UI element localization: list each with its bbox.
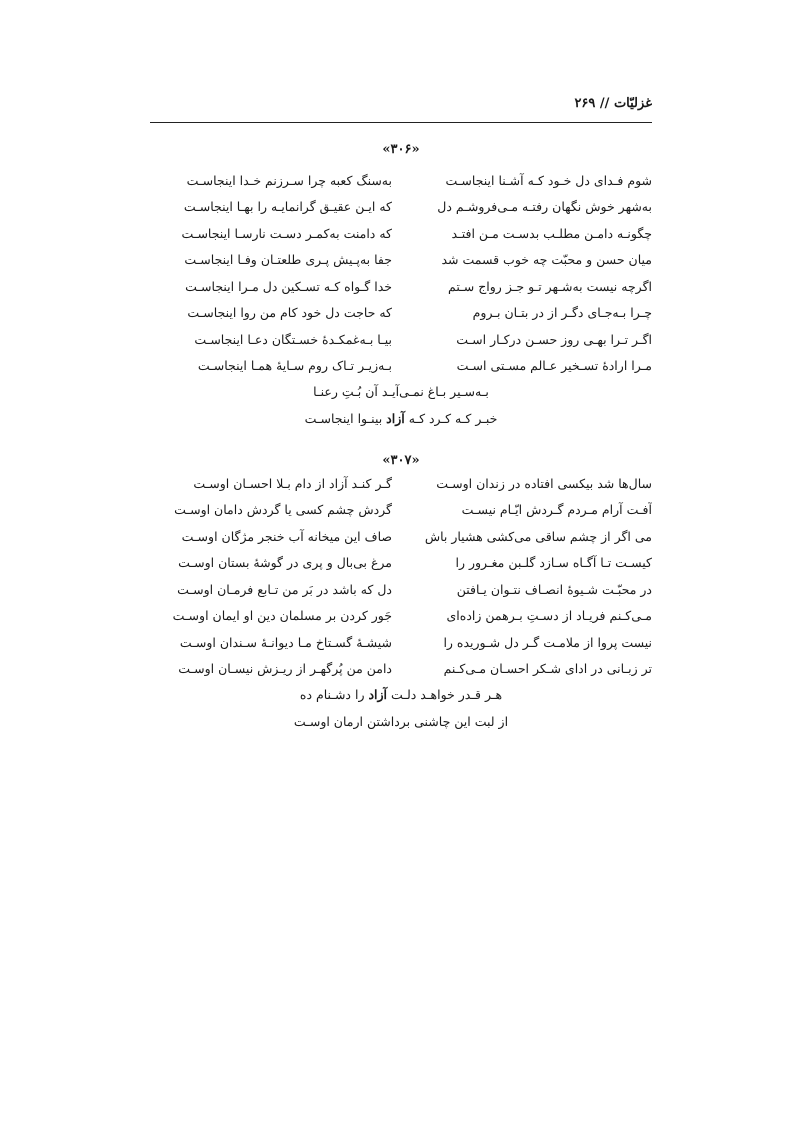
ghazal-307-couplets xyxy=(150,470,652,682)
hemistich-first: تر زبـانی در ادای شـکر احسـان مـی‌کـنم xyxy=(443,661,652,677)
final-line-text: خبـر کـه کـرد کـه xyxy=(404,410,498,426)
couplet xyxy=(150,247,652,274)
hemistich-second: که دامنت به‌کمـر دسـت نارسـا اینجاسـت xyxy=(181,225,392,241)
running-head xyxy=(150,96,652,123)
hemistich-second: صاف این میخانه آب خنجر مژگان اوسـت xyxy=(181,528,392,544)
couplet xyxy=(150,167,652,194)
hemistich-first: سال‌ها شد بیکسی افتاده در زندان اوسـت xyxy=(436,475,652,491)
hemistich-second: مرغ بی‌بال و پری در گوشهٔ بستان اوسـت xyxy=(178,555,392,571)
hemistich-second: شیشـهٔ گسـتاخ مـا دیوانـهٔ سـندان اوسـت xyxy=(179,634,392,650)
hemistich-second: جفا به‌پـیش پـری طلعتـان وفـا اینجاسـت xyxy=(184,252,392,268)
couplet xyxy=(150,194,652,221)
hemistich-first: اگـر تـرا بهـی روز حسـن درکـار اسـت xyxy=(456,331,652,347)
hemistich-first: اگرچه نیست به‌شـهر تـو جـز رواج سـتم xyxy=(448,278,652,294)
hemistich-second: دامن من پُرگهـر از ریـزش نیسـان اوسـت xyxy=(178,661,392,677)
hemistich-second: خدا گـواه کـه تسـکین دل مـرا اینجاسـت xyxy=(185,278,392,294)
hemistich-second: بـه‌زیـر تـاک روم سـایهٔ همـا اینجاسـت xyxy=(197,358,392,374)
hemistich-first: در محبّـت شـیوهٔ انصـاف نتـوان یـافتن xyxy=(456,581,652,597)
pen-name: آزاد xyxy=(368,687,388,702)
couplet xyxy=(150,353,652,380)
ghazal-306-couplets xyxy=(150,167,652,379)
pen-name: آزاد xyxy=(386,410,405,426)
hemistich-first: میان حسن و محبّت چه خوب قسمت شد xyxy=(441,252,652,268)
couplet xyxy=(150,220,652,247)
hemistich-second: که ایـن عقیـق گرانمایـه را بهـا اینجاسـت xyxy=(183,199,392,215)
hemistich-first: مـرا ارادهٔ تسـخیر عـالم مسـتی اسـت xyxy=(456,358,652,374)
couplet xyxy=(150,576,652,603)
hemistich-first: چـرا بـه‌جـای دگـر از در بتـان بـروم xyxy=(472,305,652,321)
hemistich-first: می اگر از چشم ساقی می‌کشی هشیار باش xyxy=(424,528,652,544)
final-line: بـه‌سـیر بـاغ نمـی‌آیـد آن بُـتِ رعنـا xyxy=(313,384,489,399)
ghazal-306-title: «۳۰۶» xyxy=(382,142,420,157)
couplet xyxy=(150,300,652,327)
running-head-text: غزلیّات // ۲۶۹ xyxy=(574,96,652,111)
final-line-text: هـر قـدر خواهـد دلـت xyxy=(387,687,503,702)
hemistich-first: کیسـت تـا آگـاه سـازد گلـبن مغـرور را xyxy=(455,555,652,571)
final-line: از لبت این چاشنی برداشتن ارمان اوسـت xyxy=(293,713,509,729)
hemistich-first: به‌شهر خوش نگهان رفتـه مـی‌فروشـم دل xyxy=(437,199,652,215)
hemistich-first: شوم فـدای دل خـود کـه آشـنا اینجاسـت xyxy=(445,172,652,188)
hemistich-first: چگونـه دامـن مطلـب بدسـت مـن افتـد xyxy=(451,225,652,241)
final-line xyxy=(150,682,652,709)
final-line xyxy=(150,406,652,433)
couplet xyxy=(150,497,652,524)
couplet xyxy=(150,550,652,577)
hemistich-first: نیست پروا از ملامـت گـر دل شـوریده را xyxy=(443,634,652,650)
hemistich-second: بیـا بـه‌غمکـدهٔ خسـتگان دعـا اینجاسـت xyxy=(194,331,392,347)
ghazal-306-final-couplet xyxy=(150,379,652,432)
couplet xyxy=(150,656,652,683)
couplet xyxy=(150,629,652,656)
ghazal-307-title: «۳۰۷» xyxy=(382,453,420,468)
hemistich-second: دل که باشد در بَر من تـابع فرمـان اوسـت xyxy=(177,581,392,597)
ghazal-307-final-couplet xyxy=(150,682,652,735)
couplet xyxy=(150,603,652,630)
final-line-text: بینـوا اینجاسـت xyxy=(304,410,387,426)
couplet xyxy=(150,326,652,353)
couplet xyxy=(150,470,652,497)
hemistich-second: به‌سنگ کعبه چرا سـرزنم خـدا اینجاسـت xyxy=(186,172,392,188)
final-line-text: را دشـنام ده xyxy=(299,687,369,702)
couplet xyxy=(150,523,652,550)
hemistich-first: آفـت آرام مـردم گـردش ایّـام نیسـت xyxy=(461,502,652,518)
hemistich-second: گردش چشم کسی یا گردش دامان اوسـت xyxy=(174,502,392,518)
hemistich-second: که حاجت دل خود کام من روا اینجاسـت xyxy=(187,305,392,321)
hemistich-second: گـر کنـد آزاد از دام بـلا احسـان اوسـت xyxy=(193,475,392,491)
couplet xyxy=(150,273,652,300)
hemistich-second: جَور کردن بر مسلمان دین او ایمان اوسـت xyxy=(172,608,392,624)
hemistich-first: مـی‌کـنم فریـاد از دسـتِ بـرهمن زاده‌ای xyxy=(446,608,652,624)
